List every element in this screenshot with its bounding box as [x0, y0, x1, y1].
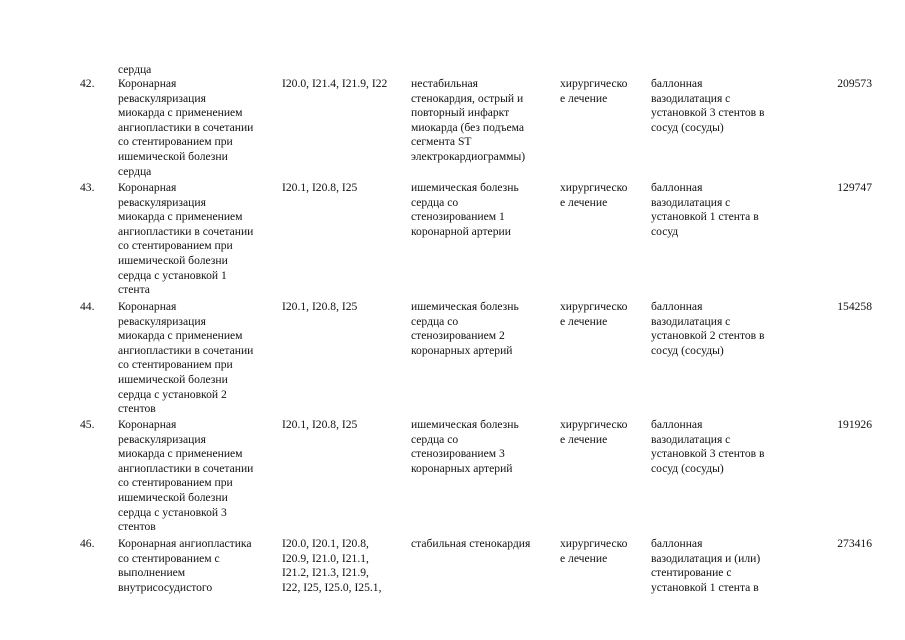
procedure-name: Коронарная реваскуляризация миокарда с применением ангиопластики в сочетании со стентированием при ишемической болезни сердца с установкой 1 стента [118, 181, 254, 297]
diagnosis: ишемическая болезнь сердца со стенозированием 2 коронарных артерий [411, 300, 519, 357]
treatment-method: баллонная вазодилатация и (или) стентирование с установкой 1 стента в [651, 537, 761, 594]
row-number: 46. [80, 537, 95, 550]
diagnosis: ишемическая болезнь сердца со стенозированием 3 коронарных артерий [411, 418, 519, 475]
cost-value: 273416 [837, 537, 872, 550]
diagnosis: нестабильная стенокардия, острый и повторный инфаркт миокарда (без подъема сегмента ST электрокардиограммы) [411, 77, 526, 163]
treatment-type: хирургическо е лечение [560, 181, 628, 209]
treatment-type: хирургическо е лечение [560, 418, 628, 446]
icd-codes: I20.0, I21.4, I21.9, I22 [282, 77, 388, 90]
treatment-type: хирургическо е лечение [560, 537, 628, 565]
icd-codes: I20.1, I20.8, I25 [282, 300, 358, 313]
procedure-name: Коронарная ангиопластика со стентированием с выполнением внутрисосудистого [118, 537, 252, 594]
cost-value: 191926 [837, 418, 872, 431]
treatment-method: баллонная вазодилатация с установкой 1 стента в сосуд [651, 181, 759, 238]
icd-codes: I20.1, I20.8, I25 [282, 418, 358, 431]
row-number: 44. [80, 300, 95, 313]
treatment-method: баллонная вазодилатация с установкой 3 стентов в сосуд (сосуды) [651, 418, 765, 475]
procedure-name: Коронарная реваскуляризация миокарда с применением ангиопластики в сочетании со стентированием при ишемической болезни сердца [118, 77, 254, 178]
row-number: 42. [80, 77, 95, 90]
cost-value: 129747 [837, 181, 872, 194]
treatment-method: баллонная вазодилатация с установкой 3 стентов в сосуд (сосуды) [651, 77, 765, 134]
row-number: 45. [80, 418, 95, 431]
treatment-method: баллонная вазодилатация с установкой 2 стентов в сосуд (сосуды) [651, 300, 765, 357]
cost-value: 209573 [837, 77, 872, 90]
procedure-name: Коронарная реваскуляризация миокарда с применением ангиопластики в сочетании со стентированием при ишемической болезни сердца с установкой 3 стентов [118, 418, 254, 534]
icd-codes: I20.0, I20.1, I20.8, I20.9, I21.0, I21.1, I21.2, I21.3, I21.9, I22, I25, I25.0, I25.1, [282, 537, 382, 594]
treatment-type: хирургическо е лечение [560, 77, 628, 105]
treatment-type: хирургическо е лечение [560, 300, 628, 328]
icd-codes: I20.1, I20.8, I25 [282, 181, 358, 194]
continued-procedure-fragment: сердца [118, 63, 152, 76]
cost-value: 154258 [837, 300, 872, 313]
row-number: 43. [80, 181, 95, 194]
diagnosis: стабильная стенокардия [411, 537, 531, 550]
diagnosis: ишемическая болезнь сердца со стенозированием 1 коронарной артерии [411, 181, 519, 238]
procedure-name: Коронарная реваскуляризация миокарда с применением ангиопластики в сочетании со стентированием при ишемической болезни сердца с установкой 2 стентов [118, 300, 254, 416]
